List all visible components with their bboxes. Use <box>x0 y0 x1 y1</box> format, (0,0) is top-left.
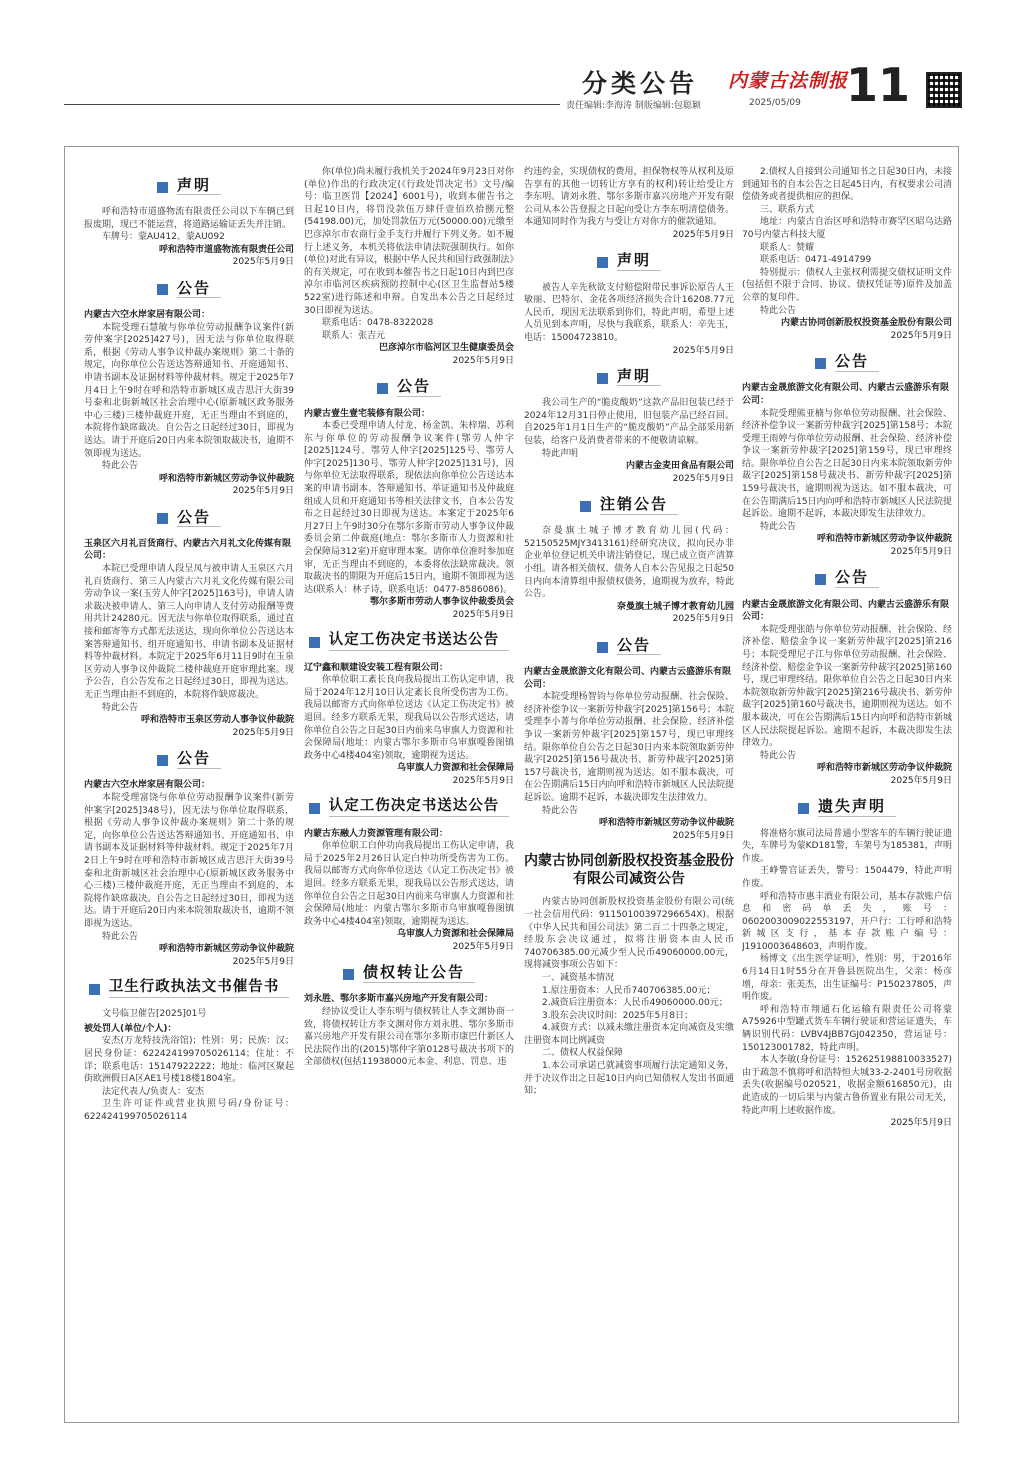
notice-body: 文号临卫催告[2025]01号 <box>102 1009 207 1020</box>
qr-code-icon <box>926 72 962 108</box>
notice-body: 特此公告 <box>102 702 139 713</box>
square-bullet-icon <box>309 637 320 648</box>
lost-item-notice: 将准格尔旗司法局普通小型客车的车辆行驶证遗失，车牌号为蒙KD181警，车架号为185381，声明作废。 <box>742 828 952 864</box>
column-4 <box>742 166 952 1406</box>
notice-date: 2025年5月9日 <box>232 486 294 497</box>
notice-heading: 声明 <box>524 363 734 393</box>
notice-heading: 公告 <box>742 565 952 595</box>
notice-body: 特别提示：债权人主张权利需提交债权证明文件(包括但不限于合同、协议、债权凭证等)原件及加盖公章的复印件。 <box>742 267 952 303</box>
notice-body: 2.债权人自接到公司通知书之日起30日内，未接到通知书的自本公告之日起45日内，有权要求公司清偿债务或者提供相应的担保。 <box>742 167 952 203</box>
notice-heading: 卫生行政执法文书催告书 <box>84 974 294 1004</box>
notice-date: 2025年5月9日 <box>452 610 514 620</box>
notice-heading: 公告 <box>742 348 952 378</box>
notice-body: 法定代表人/负责人：安杰 <box>102 1086 205 1097</box>
notice-date: 2025年5月9日 <box>890 547 952 558</box>
contact-phone: 联系电话：0478-8322028 <box>322 318 434 329</box>
square-bullet-icon <box>157 182 168 193</box>
notice-body: 本院受理张皓与你单位劳动报酬、社会保险、经济补偿、赔偿金争议一案新劳仲裁字[2025]第216号；本院受理尼子江与你单位劳动报酬、社会保险、经济补偿、赔偿金争议一案新劳仲裁字[2025]第160号，现已审理终结。限你单位自公告之日起30日内来本院领取新劳仲裁字[2025]第216号裁决书、新劳仲裁字[2025]第160号裁决书，逾期则视为送达。如不服本裁决，可在公告期满后15日内向呼和浩特市新城区人民法院提起诉讼。逾期不起诉，本裁决即发生法律效力。 <box>742 624 952 749</box>
notice-signer: 呼和浩特市新城区劳动争议仲裁院 <box>598 818 734 829</box>
notice-body: 本院受理杨智钧与你单位劳动报酬、社会保险、经济补偿争议一案新劳仲裁字[2025]第156号；本院受理李小菁与你单位劳动报酬、社会保险、经济补偿争议一案新劳仲裁字[2025]第157号，现已审理终结。限你单位自公告之日起30日内来本院领取新劳仲裁字[2025]第156号裁决书、新劳仲裁字[2025]第157号裁决书，逾期则视为送达。如不服本裁决，可在公告期满后15日内向呼和浩特市新城区人民法院提起诉讼。逾期不起诉，本裁决即发生法律效力。 <box>524 692 734 803</box>
notice-signer: 呼和浩特市道盛物流有限责任公司 <box>158 244 294 255</box>
notice-heading: 债权转让公告 <box>304 959 514 989</box>
notice-heading: 公告 <box>524 632 734 662</box>
notice-signer: 内蒙古金麦田食品有限公司 <box>625 461 734 472</box>
notice-addressee: 玉泉区六月礼百货商行、内蒙古六月礼文化传媒有限公司： <box>84 538 292 562</box>
notice-body: 本院受理富饶与你单位劳动报酬争议案件(新劳仲案字[2025]348号)，因无法与你单位取得联系，根据《劳动人事争议仲裁办案规则》第二十条的规定，向你单位公告送达答辩通知书、开庭通知书、申请书副本及证据材料等仲裁材料。规定于2025年7月2日上午9时在呼和浩特市新城区成吉思汗大街39号泰和北街新城区社会治理中心(原新城区政务服务中心三楼)三楼仲裁庭开庭，无正当理由不到庭的，本院将作缺席裁决。自公告之日起经过30日，即视为送达。请于开庭后20日内来本院领取裁决书，逾期不领即视为送达。 <box>84 792 294 929</box>
header-rule <box>64 104 560 105</box>
square-bullet-icon <box>815 358 826 369</box>
notice-date: 2025年5月9日 <box>672 830 734 841</box>
square-bullet-icon <box>157 284 168 295</box>
notice-signer: 呼和浩特市玉泉区劳动人事争议仲裁院 <box>140 715 294 726</box>
square-bullet-icon <box>815 574 826 585</box>
notice-body: 约违约金，实现债权的费用，担保物权等从权利及原告享有的其他一切转让方享有的权利)转让给受让方李东明。请刘永胜、鄂尔多斯市嘉兴房地产开发有限公司从本公告登报之日起向受让方李东明清偿债务。本通知同时作为我方与受让方对你方的催款通知。 <box>524 167 734 228</box>
notice-body: 本委已受理申请人付龙、杨金凯、朱梓瑞、苏利东与你单位的劳动报酬争议案件(鄂劳人仲字[2025]124号、鄂劳人仲字[2025]125号、鄂劳人仲字[2025]130号、鄂劳人仲字[2025]131号)，因与你单位无法取得联系，现依法向你单位公告送达本案的申请书副本、答辩通知书、举证通知书及仲裁庭组成人员和开庭通知书等相关法律文书，自本公告发布之日起经过30日即视为送达。本案定于2025年6月27日上午9时30分在鄂尔多斯市劳动人事争议仲裁委员会第二仲裁庭(地点：鄂尔多斯市人力资源和社会保障局312室)开庭审理本案。请你单位准时参加庭审，无正当理由不到庭的，本委将依法缺席裁决。领取裁决书的期限为开庭后15日内，逾期不领即视为送达(联系人：林子诗，联系电话：0477-8586086)。 <box>304 421 514 595</box>
notice-heading: 认定工伤决定书送达公告 <box>304 628 514 658</box>
square-bullet-icon <box>157 755 168 766</box>
notice-body: 特此声明 <box>542 448 579 459</box>
column-3 <box>524 166 734 1406</box>
notice-addressee: 内蒙古金晟旅游文化有限公司、内蒙古云盛游乐有限公司： <box>742 383 950 406</box>
notice-addressee: 内蒙古壹生壹宅装修有限公司： <box>304 408 431 419</box>
notice-date: 2025年5月9日 <box>452 775 514 786</box>
notice-date: 2025年5月9日 <box>232 956 294 967</box>
notice-body: 本院受理石慧敏与你单位劳动报酬争议案件(新劳仲案字[2025]427号)，因无法与你单位取得联系，根据《劳动人事争议仲裁办案规则》第二十条的规定，向你单位公告送达答辩通知书、开庭通知书、申请书副本及证据材料等仲裁材料。规定于2025年7月4日上午9时在呼和浩特市新城区成吉思汗大街39号泰和北街新城区社会治理中心(原新城区政务服务中心三楼)三楼仲裁庭开庭，无正当理由不到庭的，本院将作缺席裁决。自公告之日起经过30日，即视为送达。请于开庭后20日内来本院领取裁决书，逾期不领即视为送达。 <box>84 322 294 459</box>
notice-date: 2025年5月9日 <box>672 229 734 240</box>
notice-body: 奈曼旗土城子博才教育幼儿园(代码：52150525MJY3413161)经研究决议，拟向民办非企业单位登记机关申请注销登记，现已成立资产清算小组。请各相关债权、债务人自本公告见报之日起50日内向本清算组申报债权债务，逾期视为放弃，特此公告。 <box>524 526 734 600</box>
square-bullet-icon <box>597 373 608 384</box>
notice-date: 2025年5月9日 <box>672 614 734 625</box>
notice-addressee: 内蒙古六空水岸家居有限公司： <box>84 309 211 320</box>
notice-body: 我公司生产的“脆皮酸奶”这款产品旧包装已经于2024年12月31日停止使用，旧包装产品已经召回。自2025年1月1日生产的“脆皮酸奶”产品全部采用新包装，给客户及消费者带来的不便敬请谅解。 <box>524 398 734 446</box>
notice-body: 特此公告 <box>760 521 797 532</box>
notice-date: 2025年5月9日 <box>672 345 734 356</box>
lost-item-notice: 本人李敏(身份证号：152625198810033527)由于疏忽不慎将呼和浩特恒大城33-2-2401号房收据丢失(收据编号020521，收据金额616850元)，由此造成的一切后果与内蒙古鲁侨置业有限公司无关，特此声明上述收据作废。 <box>742 1055 952 1116</box>
notice-addressee: 内蒙古东融人力资源管理有限公司： <box>304 828 449 839</box>
notice-date: 2025年5月9日 <box>890 1118 952 1129</box>
notice-addressee: 被处罚人(单位/个人)： <box>84 1023 177 1034</box>
notice-date: 2025年5月9日 <box>672 473 734 484</box>
notice-date: 2025年5月9日 <box>232 727 294 738</box>
notice-body: 经协议受让人李东明与债权转让人李文渊协商一致，将债权转让方李文渊对你方刘永胜、鄂尔多斯市嘉兴房地产开发有限公司在鄂尔多斯市康巴什新区人民法院作出的(2015)鄂仲字第0128号裁决书项下的全部债权(包括11938000元本金、利息、罚息、违 <box>304 1007 514 1068</box>
notice-addressee: 内蒙古金晟旅游文化有限公司、内蒙古云盛游乐有限公司： <box>524 667 732 690</box>
notice-date: 2025年5月9日 <box>452 941 514 952</box>
notice-body: 3.股东会决议时间：2025年5月8日； <box>542 1010 693 1021</box>
notice-body: 三、联系方式 <box>760 204 815 215</box>
notice-body: 1.原注册资本：人民币740706385.00元； <box>542 985 716 996</box>
contact-person: 联系人：张吉元 <box>322 330 386 341</box>
notice-body: 你单位职工紊长良向我局提出工伤认定申请，我局于2024年12月10日认定紊长良所受伤害为工伤。我局以邮寄方式向你单位送达《认定工伤决定书》被退回。经多方联系无果，现我局以公告形式送达，请你单位自公告之日起30日内前来乌审旗人力资源和社会保障局(地址：内蒙古鄂尔多斯市乌审旗嘎鲁图镇政务中心4楼404室)领取，逾期视为送达。 <box>304 675 514 761</box>
notice-body: 二、债权人权益保障 <box>542 1048 624 1059</box>
issue-date: 2025/05/09 <box>749 98 801 108</box>
notice-body: 1.本公司承诺已就减资事项履行法定通知义务，并于决议作出之日起10日内向已知债权人发出书面通知； <box>524 1061 734 1097</box>
notice-signer: 呼和浩特市新城区劳动争议仲裁院 <box>158 944 294 955</box>
notice-date: 2025年5月9日 <box>890 330 952 341</box>
editor-credits: 责任编辑:李海涛 制版编辑:包聪颖 <box>566 101 701 111</box>
notice-body: 特此公告 <box>542 805 579 816</box>
notice-body: 2.减资后注册资本：人民币49060000.00元； <box>542 998 728 1009</box>
notice-body: 联系人：赞耀 <box>760 242 815 253</box>
notice-signer: 巴彦淖尔市临河区卫生健康委员会 <box>378 343 514 354</box>
notice-heading: 注销公告 <box>524 491 734 521</box>
notice-body: 车牌号：蒙AU412、蒙AU092 <box>102 232 225 243</box>
notice-body: 地址：内蒙古自治区呼和浩特市赛罕区昭乌达路70号内蒙古科技大厦 <box>742 217 952 240</box>
notice-addressee: 内蒙古金晟旅游文化有限公司、内蒙古云盛游乐有限公司： <box>742 599 950 623</box>
square-bullet-icon <box>798 803 809 814</box>
notice-addressee: 辽宁鑫和顺建设安装工程有限公司： <box>304 662 449 673</box>
notice-heading: 认定工伤决定书送达公告 <box>304 794 514 824</box>
square-bullet-icon <box>377 383 388 394</box>
notice-body: 一、减资基本情况 <box>542 972 615 983</box>
square-bullet-icon <box>597 257 608 268</box>
notice-date: 2025年5月9日 <box>232 257 294 268</box>
column-1 <box>84 166 294 1406</box>
newspaper-logo: 内蒙古法制报 <box>728 70 849 92</box>
section-title: 分类公告 <box>582 69 699 98</box>
notice-body: 特此公告 <box>760 305 797 316</box>
square-bullet-icon <box>343 969 354 980</box>
notice-addressee: 刘永胜、鄂尔多斯市嘉兴房地产开发有限公司： <box>304 994 494 1005</box>
notice-body: 特此公告 <box>102 461 139 472</box>
square-bullet-icon <box>157 513 168 524</box>
square-bullet-icon <box>597 642 608 653</box>
notice-heading: 声明 <box>524 248 734 278</box>
notice-signer: 内蒙古协同创新股权投资基金股份有限公司 <box>780 318 952 329</box>
notice-body: 4.减资方式：以减未缴注册资本定向减资及实缴注册资本同比例减资 <box>524 1023 734 1046</box>
square-bullet-icon <box>580 501 591 512</box>
notice-body: 被告人辛先秋欲支付赔偿附带民事诉讼原告人王敏丽、巴特尔、金花各项经济损失合计16208.77元人民币，现因无法联系到你们，特此声明，希望上述人员见到本声明，尽快与我联系，联系人：辛先玉，电话：15004723810。 <box>524 282 734 343</box>
notice-date: 2025年5月9日 <box>890 775 952 786</box>
lost-item-notice: 王峥警官证丢失，警号：1504479，特此声明作废。 <box>742 866 952 889</box>
notice-signer: 乌审旗人力资源和社会保障局 <box>396 763 514 774</box>
lost-item-notice: 杨博文《出生医学证明》，性别：男，于2016年6月14日1时55分在开鲁县医院出生，父亲：杨彦增，母亲：张美杰，出生证编号：P150237805，声明作废。 <box>742 954 952 1003</box>
notice-heading: 声明 <box>84 172 294 202</box>
notice-heading: 遗失声明 <box>742 794 952 824</box>
lost-item-notice: 呼和浩特市翔通石化运输有限责任公司将蒙A75926中型罐式货车车辆行驶证和营运证遗失，车辆识别代码：LVBV4JBB7GJ042350，营运证号：150123001782，特此声明。 <box>742 1004 952 1053</box>
notice-signer: 呼和浩特市新城区劳动争议仲裁院 <box>816 534 952 545</box>
notice-heading: 公告 <box>84 275 294 305</box>
notice-body: 联系电话：0471-4914799 <box>760 255 872 266</box>
square-bullet-icon <box>89 984 100 995</box>
notice-signer: 奈曼旗土城子博才教育幼儿园 <box>616 601 734 612</box>
notice-body: 内蒙古协同创新股权投资基金股份有限公司(统一社会信用代码：91150100397296654X)。根据《中华人民共和国公司法》第二百二十四条之规定，经股东会决议通过，拟将注册资本由人民币740706385.00元减少至人民币49060000.00元，现将减资事项公告如下： <box>524 897 734 971</box>
notice-heading: 公告 <box>84 745 294 775</box>
notice-body: 本院已受理申请人段呈凤与被申请人玉泉区六月礼百货商行、第三人内蒙古六月礼文化传媒有限公司劳动争议一案(玉劳人仲字[2025]163号)，申请人请求裁决被申请人、第三人向申请人支付劳动报酬等费用共计24280元。因无法与你单位取得联系，通过直接和邮寄等方式都无法送达，现向你单位公告送达本案答辩通知书、组开庭通知书、申请书副本及证据材料等仲裁材料。本院定于2025年6月11日9时在玉泉区劳动人事争议仲裁院二楼仲裁庭开庭审理此案。现予公告，自公告发布之日起经过30日，即视为送达。无正当理由拒不到庭的，本院将作缺席裁决。 <box>84 564 294 700</box>
notice-body: 呼和浩特市道盛物流有限责任公司以下车辆已到报废期，现已不能运营，将道路运输证丢失并注销。 <box>84 207 294 230</box>
notice-date: 2025年5月9日 <box>452 355 514 366</box>
capital-reduction-title: 内蒙古协同创新股权投资基金股份有限公司减资公告 <box>524 853 734 888</box>
notice-addressee: 内蒙古六空水岸家居有限公司： <box>84 780 211 791</box>
notice-body: 你单位职工白仲功向我局提出工伤认定申请，我局于2025年2月26日认定白仲功所受伤害为工伤。我局以邮寄方式向你单位送达《认定工伤决定书》被退回。经多方联系无果，现我局以公告形式送达，请你单位自公告之日起30日内前来乌审旗人力资源和社会保障局(地址：内蒙古鄂尔多斯市乌审旗嘎鲁图镇政务中心4楼404室)领取，逾期视为送达。 <box>304 841 514 927</box>
notice-body: 特此公告 <box>760 750 797 761</box>
notice-body: 卫生许可证件或营业执照号码/身份证号：622424199705026114 <box>84 1099 294 1123</box>
notice-body: 安杰(万龙特技洗浴馆)；性别：男；民族：汉；居民身份证：622424199705026114；住址：不详；联系电话：15147922222；地址：临河区聚起街欧洲假日A区AE1号楼18楼1804室。 <box>84 1036 294 1085</box>
notice-body: 你(单位)尚未履行我机关于2024年9月23日对你(单位)作出的行政决定(《行政处罚决定书》文号/编号：临卫医罚【2024】6001号)，收到本催告书之日起10日内，将罚没款伍万肆仟壹佰玖拾捌元整(54198.00)元，加处罚款伍万元(50000.00)元缴至巴彦淖尔市农商行金手支行并履行下列义务。如不履行上述义务，本机关将依法申请法院强制执行。如你(单位)对此有异议，根据中华人民共和国行政强制法》的有关规定，可在收到本催告书之日起10日内到巴彦淖尔市临河区疾病预防控制中心(区卫生监督站5楼522室)进行陈述和申辩。自发出本公告之日起经过30日即视为送达。 <box>304 167 514 316</box>
notice-heading: 公告 <box>84 504 294 534</box>
notice-heading: 公告 <box>304 374 514 404</box>
column-2 <box>304 166 514 1406</box>
notice-body: 本院受理熊亚楠与你单位劳动报酬、社会保险、经济补偿争议一案新劳仲裁字[2025]第158号；本院受理王雨婷与你单位劳动报酬、社会保险、经济补偿争议一案新劳仲裁字[2025]第159号，现已审理终结。限你单位自公告之日起30日内来本院领取新劳仲裁字[2025]第158号裁决书、新劳仲裁字[2025]第159号裁决书，逾期则视为送达。如不服本裁决，可在公告期满后15日内向呼和浩特市新城区人民法院提起诉讼。逾期不起诉，本裁决即发生法律效力。 <box>742 408 952 520</box>
lost-item-notice: 呼和浩特市惠丰酒业有限公司，基本存款账户信息和密码单丢失，账号：0602003009022553197，开户行：工行呼和浩特新城区支行，基本存款账户编号：J1910003648603，声明作废。 <box>742 891 952 952</box>
page-number: 11 <box>846 58 911 112</box>
notice-signer: 呼和浩特市新城区劳动争议仲裁院 <box>816 763 952 774</box>
notice-signer: 乌审旗人力资源和社会保障局 <box>396 929 514 940</box>
notice-signer: 呼和浩特市新城区劳动争议仲裁院 <box>158 473 294 484</box>
notice-body: 特此公告 <box>102 931 139 942</box>
square-bullet-icon <box>309 803 320 814</box>
notice-signer: 鄂尔多斯市劳动人事争议仲裁委员会 <box>369 597 514 608</box>
